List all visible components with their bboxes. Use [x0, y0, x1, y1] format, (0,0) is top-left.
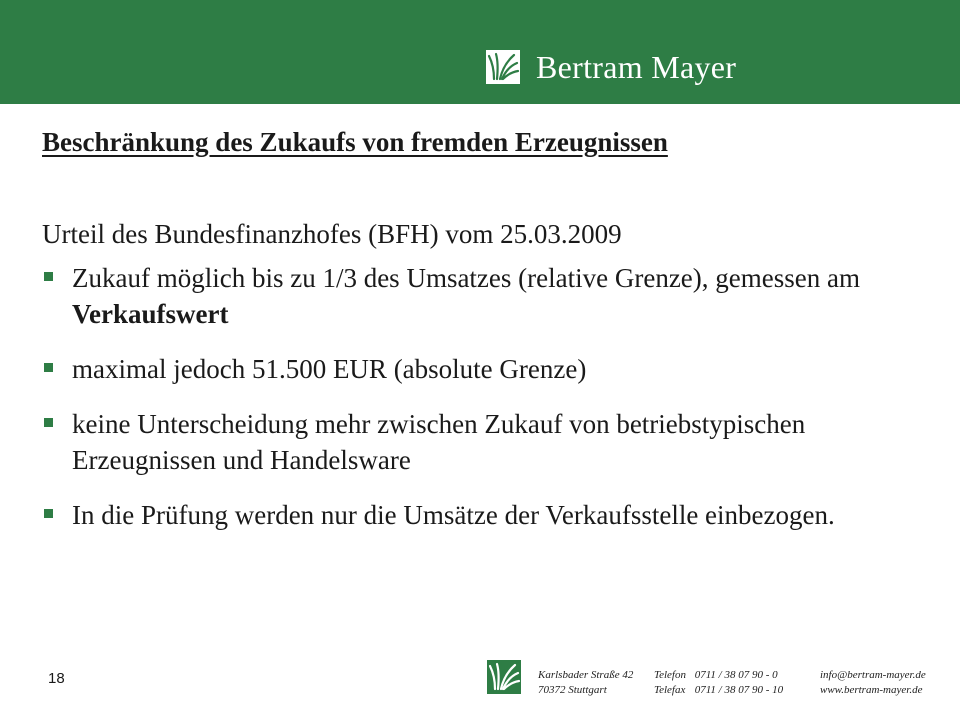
phone-value: 0711 / 38 07 90 - 0 [694, 669, 778, 681]
header-band [0, 0, 960, 104]
section-title: Beschränkung des Zukaufs von fremden Erzeugnissen [42, 127, 668, 157]
bullet-item [42, 260, 932, 332]
bullet-square-icon [44, 363, 53, 372]
fax-label: Telefax [654, 684, 686, 696]
bullet-bold-text: Verkaufswert [72, 299, 229, 329]
website-link[interactable]: www.bertram-mayer.de [820, 684, 923, 696]
footer-address [538, 668, 633, 698]
page-number: 18 [48, 670, 65, 687]
bullet-square-icon [44, 418, 53, 427]
address-city: 70372 Stuttgart [538, 684, 607, 696]
footer-grass-leaf-icon [487, 660, 521, 694]
bullet-text: Zukauf möglich bis zu 1/3 des Umsatzes (relative Grenze), gemessen am [72, 263, 860, 293]
slide-content [42, 124, 932, 552]
fax-value: 0711 / 38 07 90 - 10 [694, 684, 784, 696]
bullet-item [42, 497, 932, 533]
address-street: Karlsbader Straße 42 [538, 669, 634, 681]
subtitle: Urteil des Bundesfinanzhofes (BFH) vom 25.03.2009 [42, 219, 622, 249]
email-link[interactable]: info@bertram-mayer.de [820, 669, 926, 681]
bullet-item [42, 351, 932, 387]
bullet-list [42, 260, 932, 533]
brand-name: Bertram Mayer [536, 49, 737, 85]
bullet-square-icon [44, 509, 53, 518]
footer-phone [654, 668, 783, 698]
footer-contact [820, 668, 926, 698]
bullet-text: In die Prüfung werden nur die Umsätze der Verkaufsstelle einbezogen. [72, 500, 835, 530]
grass-leaf-icon [486, 50, 520, 84]
bullet-square-icon [44, 272, 53, 281]
bullet-text: maximal jedoch 51.500 EUR (absolute Grenze) [72, 354, 587, 384]
phone-label: Telefon [654, 669, 686, 681]
bullet-text: keine Unterscheidung mehr zwischen Zukauf von betriebstypischen Erzeugnissen und Handelsware [72, 409, 806, 475]
bullet-item [42, 406, 932, 478]
brand [486, 50, 736, 84]
